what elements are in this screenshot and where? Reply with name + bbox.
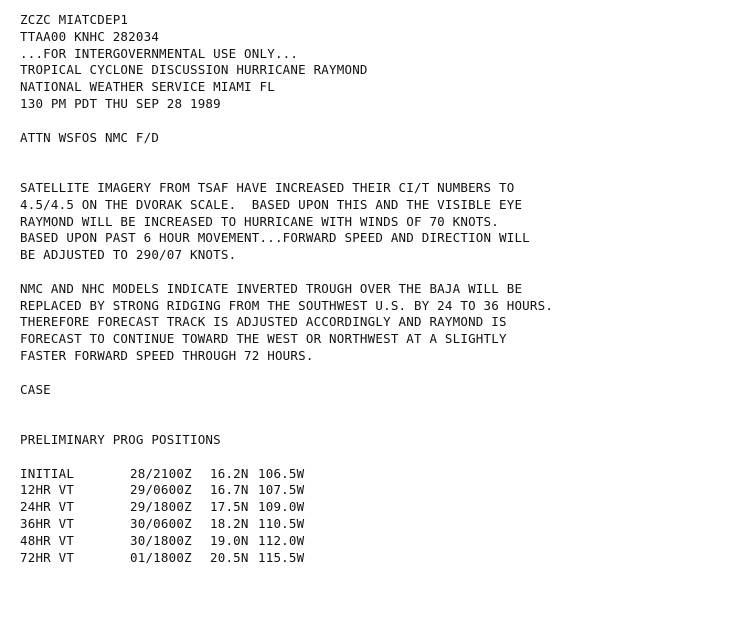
spacer	[20, 449, 735, 466]
row-latitude: 16.2N	[210, 465, 249, 481]
table-row	[20, 466, 318, 483]
row-latitude: 16.7N	[210, 482, 249, 498]
discussion-document	[20, 12, 735, 566]
paragraph-line: FORECAST TO CONTINUE TOWARD THE WEST OR NORTHWEST AT A SLIGHTLY	[20, 331, 507, 347]
paragraph-line: 4.5/4.5 ON THE DVORAK SCALE. BASED UPON THIS AND THE VISIBLE EYE	[20, 196, 523, 212]
row-label: 72HR VT	[20, 549, 75, 565]
spacer	[20, 264, 735, 281]
row-latitude: 20.5N	[210, 549, 249, 565]
forecaster-signature: CASE	[20, 381, 51, 397]
row-label: 24HR VT	[20, 499, 75, 515]
row-time: 30/1800Z	[130, 532, 192, 548]
row-longitude: 110.5W	[258, 515, 305, 531]
row-latitude: 19.0N	[210, 532, 249, 548]
row-longitude: 115.5W	[258, 549, 305, 565]
paragraph-line: BE ADJUSTED TO 290/07 KNOTS.	[20, 247, 237, 263]
row-longitude: 109.0W	[258, 499, 305, 515]
paragraph-line: REPLACED BY STRONG RIDGING FROM THE SOUTHWEST U.S. BY 24 TO 36 HOURS.	[20, 297, 554, 313]
spacer	[20, 365, 735, 382]
header-block	[20, 12, 735, 113]
row-label: 48HR VT	[20, 532, 75, 548]
row-time: 30/0600Z	[130, 515, 192, 531]
paragraph-line: BASED UPON PAST 6 HOUR MOVEMENT...FORWARD SPEED AND DIRECTION WILL	[20, 230, 530, 246]
spacer	[20, 398, 735, 432]
paragraph-models	[20, 281, 735, 365]
header-line: TROPICAL CYCLONE DISCUSSION HURRICANE RAYMOND	[20, 62, 368, 78]
paragraph-line: NMC AND NHC MODELS INDICATE INVERTED TROUGH OVER THE BAJA WILL BE	[20, 280, 523, 296]
row-time: 29/1800Z	[130, 499, 192, 515]
row-time: 01/1800Z	[130, 549, 192, 565]
row-time: 28/2100Z	[130, 465, 192, 481]
row-latitude: 18.2N	[210, 515, 249, 531]
paragraph-line: RAYMOND WILL BE INCREASED TO HURRICANE WITH WINDS OF 70 KNOTS.	[20, 213, 499, 229]
row-label: 36HR VT	[20, 515, 75, 531]
header-line: NATIONAL WEATHER SERVICE MIAMI FL	[20, 79, 275, 95]
positions-title: PRELIMINARY PROG POSITIONS	[20, 431, 221, 447]
row-latitude: 17.5N	[210, 499, 249, 515]
row-longitude: 112.0W	[258, 532, 305, 548]
spacer	[20, 146, 735, 180]
paragraph-line: THEREFORE FORECAST TRACK IS ADJUSTED ACCORDINGLY AND RAYMOND IS	[20, 314, 507, 330]
paragraph-line: FASTER FORWARD SPEED THROUGH 72 HOURS.	[20, 347, 314, 363]
paragraph-line: SATELLITE IMAGERY FROM TSAF HAVE INCREASED THEIR CI/T NUMBERS TO	[20, 179, 515, 195]
table-row	[20, 499, 318, 516]
header-line: 130 PM PDT THU SEP 28 1989	[20, 95, 221, 111]
table-row	[20, 482, 318, 499]
row-longitude: 107.5W	[258, 482, 305, 498]
header-line: TTAA00 KNHC 282034	[20, 28, 160, 44]
header-line: ZCZC MIATCDEP1	[20, 12, 129, 27]
attn-line: ATTN WSFOS NMC F/D	[20, 129, 160, 145]
table-row	[20, 533, 318, 550]
row-longitude: 106.5W	[258, 465, 305, 481]
row-label: 12HR VT	[20, 482, 75, 498]
table-row	[20, 550, 318, 567]
row-label: INITIAL	[20, 465, 75, 481]
spacer	[20, 113, 735, 130]
positions-table	[20, 466, 318, 567]
row-time: 29/0600Z	[130, 482, 192, 498]
paragraph-satellite	[20, 180, 735, 264]
table-row	[20, 516, 318, 533]
header-line: ...FOR INTERGOVERNMENTAL USE ONLY...	[20, 45, 299, 61]
